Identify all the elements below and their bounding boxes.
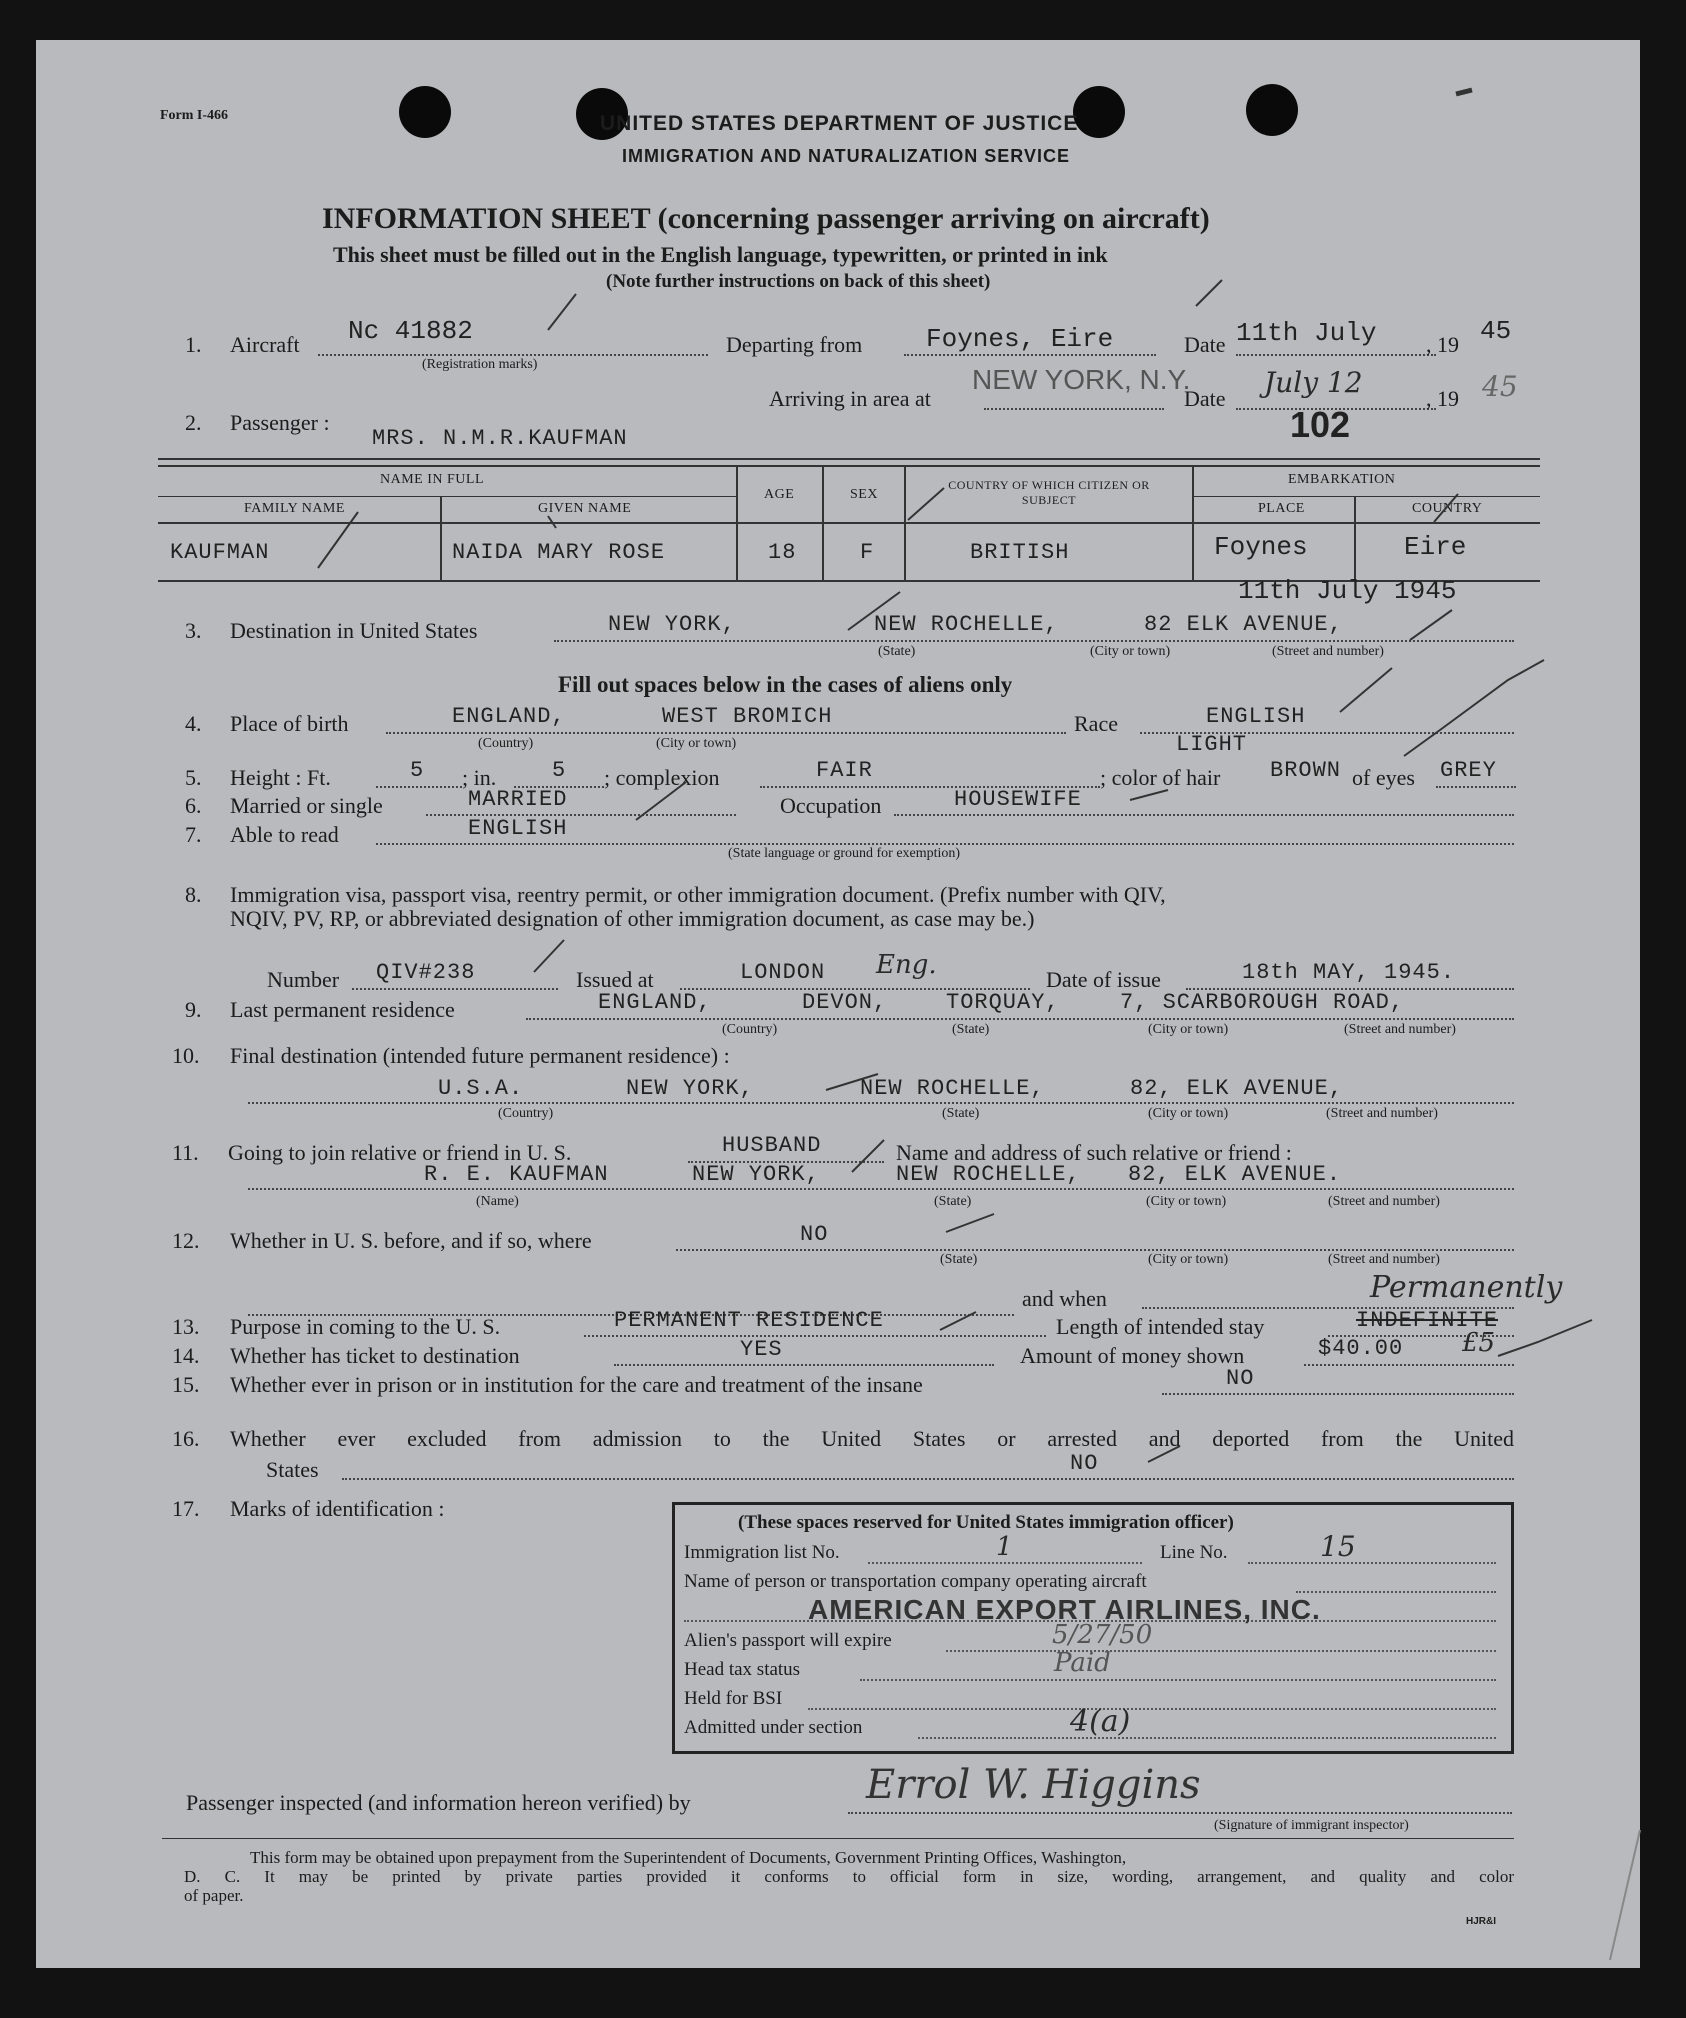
race-label: Race — [1074, 711, 1118, 736]
year2-prefix: , 19 — [1426, 386, 1459, 411]
occupation-value: HOUSEWIFE — [954, 787, 1082, 812]
hair-label: ; color of hair — [1100, 765, 1221, 790]
height-ft: 5 — [410, 758, 425, 783]
hair-value: BROWN — [1270, 758, 1342, 783]
arriving-label: Arriving in area at — [769, 386, 931, 411]
date-value: 11th July — [1236, 318, 1377, 348]
money-value: $40.00 — [1318, 1336, 1404, 1361]
dest-street: 82 ELK AVENUE, — [1144, 612, 1343, 637]
final-sub-country: (Country) — [498, 1106, 554, 1121]
punch-hole-4 — [1246, 84, 1298, 136]
form-subtitle: This sheet must be filled out in the English language, typewritten, or printed in ink — [333, 242, 1108, 267]
residence-street: 7, SCARBOROUGH ROAD, — [1120, 990, 1405, 1015]
td-embark-date: 11th July 1945 — [1238, 576, 1457, 606]
ticket-line — [614, 1364, 994, 1366]
excluded-line — [342, 1478, 1514, 1480]
join-label: Going to join relative or friend in U. S. — [228, 1140, 572, 1165]
relative-sub-street: (Street and number) — [1328, 1194, 1440, 1209]
relative-line — [248, 1188, 1514, 1190]
visa-text-2: NQIV, PV, RP, or abbreviated designation of other immigration document, as case may be.) — [230, 906, 1035, 931]
residence-label: Last permanent residence — [230, 997, 455, 1022]
ticket-label: Whether has ticket to destination — [230, 1343, 520, 1368]
q2-number: 2. — [185, 410, 202, 435]
final-country: U.S.A. — [438, 1076, 524, 1101]
eyes-value: GREY — [1440, 758, 1497, 783]
relative-city: NEW ROCHELLE, — [896, 1162, 1081, 1187]
join-relation: HUSBAND — [722, 1133, 822, 1158]
date2-value: July 12 — [1264, 366, 1363, 399]
read-value: ENGLISH — [468, 816, 568, 841]
signature-line — [848, 1812, 1512, 1814]
signature-sub: (Signature of immigrant inspector) — [1214, 1818, 1409, 1833]
relative-sub-city: (City or town) — [1146, 1194, 1227, 1209]
bsi-line — [808, 1708, 1496, 1710]
when-handwritten: Permanently — [1370, 1270, 1563, 1305]
table-top-line-1 — [158, 458, 1540, 460]
issued-handwritten: Eng. — [876, 950, 937, 980]
final-sub-city: (City or town) — [1148, 1106, 1229, 1121]
table-embark-divider — [1192, 496, 1540, 497]
married-label: Married or single — [230, 793, 383, 818]
issue-date: 18th MAY, 1945. — [1242, 960, 1456, 985]
stamp-number: 102 — [1290, 404, 1351, 445]
table-top-line-2 — [158, 465, 1540, 467]
departing-line — [904, 354, 1156, 356]
department-name: UNITED STATES DEPARTMENT OF JUSTICE — [600, 112, 1079, 135]
company-stamp: AMERICAN EXPORT AIRLINES, INC. — [808, 1594, 1321, 1625]
stay-label: Length of intended stay — [1056, 1314, 1265, 1339]
passport-line — [946, 1650, 1496, 1652]
q3-number: 3. — [185, 618, 202, 643]
footer-rule — [162, 1838, 1514, 1839]
date-line — [1236, 354, 1436, 356]
race-value: ENGLISH — [1206, 704, 1306, 729]
q13-number: 13. — [172, 1314, 200, 1339]
issue-date-label: Date of issue — [1046, 967, 1161, 992]
tax-line — [860, 1679, 1496, 1681]
dest-state: NEW YORK, — [608, 612, 736, 637]
q14-number: 14. — [172, 1343, 200, 1368]
issued-label: Issued at — [576, 967, 654, 992]
punch-hole-3 — [1073, 86, 1125, 138]
td-citizen: BRITISH — [970, 540, 1070, 565]
year2-value: 45 — [1482, 370, 1518, 403]
occupation-line — [894, 814, 1514, 816]
th-citizen: COUNTRY OF WHICH CITIZEN OR SUBJECT — [948, 478, 1150, 507]
birth-country: ENGLAND, — [452, 704, 566, 729]
section-value: 4(a) — [1070, 1704, 1131, 1739]
occupation-label: Occupation — [780, 793, 882, 818]
q10-number: 10. — [172, 1043, 200, 1068]
visa-text-1: Immigration visa, passport visa, reentry permit, or other immigration document. (Prefix number with QIV, — [230, 882, 1166, 907]
td-given: NAIDA MARY ROSE — [452, 540, 666, 565]
list-line — [868, 1562, 1142, 1564]
destination-line — [554, 640, 1514, 642]
table-col-4 — [904, 466, 906, 580]
eyes-line — [1436, 786, 1516, 788]
q7-number: 7. — [185, 822, 202, 847]
q4-number: 4. — [185, 711, 202, 736]
q9-number: 9. — [185, 997, 202, 1022]
arriving-line — [984, 408, 1164, 410]
prison-value: NO — [1226, 1366, 1255, 1391]
officer-heading: (These spaces reserved for United States immigration officer) — [738, 1512, 1234, 1533]
form-title: INFORMATION SHEET (concerning passenger arriving on aircraft) — [322, 202, 1210, 235]
list-value: 1 — [996, 1532, 1013, 1562]
th-given-name: GIVEN NAME — [538, 501, 632, 516]
q16-number: 16. — [172, 1426, 200, 1451]
td-sex: F — [860, 540, 875, 565]
footer-code: HJR&I — [1466, 1916, 1497, 1927]
form-number: Form I-466 — [160, 108, 229, 123]
height-label: Height : Ft. — [230, 765, 331, 790]
footer-line-2: D. C. It may be printed by private parties provided it conforms to official form in size, wording, arrangement, and quality and color — [184, 1867, 1514, 1886]
q1-number: 1. — [185, 332, 202, 357]
visa-number: QIV#238 — [376, 960, 476, 985]
tax-label: Head tax status — [684, 1659, 801, 1680]
company-line-1 — [1296, 1591, 1496, 1593]
dest-city: NEW ROCHELLE, — [874, 612, 1059, 637]
excluded-value: NO — [1070, 1451, 1099, 1476]
company-label: Name of person or transportation company operating aircraft — [684, 1571, 1147, 1592]
q15-number: 15. — [172, 1372, 200, 1397]
departing-label: Departing from — [726, 332, 863, 357]
residence-sub-country: (Country) — [722, 1022, 778, 1037]
married-value: MARRIED — [468, 787, 568, 812]
aircraft-label: Aircraft — [230, 332, 300, 357]
visa-number-label: Number — [267, 967, 340, 992]
eyes-label: of eyes — [1352, 765, 1415, 790]
dest-sub-city: (City or town) — [1090, 644, 1171, 659]
relative-sub-state: (State) — [934, 1194, 972, 1209]
purpose-value: PERMANENT RESIDENCE — [614, 1308, 884, 1333]
punch-hole-1 — [399, 86, 451, 138]
table-col-5 — [1192, 466, 1194, 580]
aircraft-sub: (Registration marks) — [422, 357, 538, 372]
residence-city: TORQUAY, — [946, 990, 1060, 1015]
td-place: Foynes — [1214, 532, 1308, 562]
marks-label: Marks of identification : — [230, 1496, 445, 1521]
relative-state: NEW YORK, — [692, 1162, 820, 1187]
q8-number: 8. — [185, 882, 202, 907]
table-col-1 — [440, 496, 442, 580]
th-country: COUNTRY — [1412, 501, 1483, 516]
inspected-label: Passenger inspected (and information hereon verified) by — [186, 1790, 691, 1815]
td-age: 18 — [768, 540, 797, 565]
final-sub-state: (State) — [942, 1106, 980, 1121]
residence-country: ENGLAND, — [598, 990, 712, 1015]
prison-label: Whether ever in prison or in institution for the care and treatment of the insane — [230, 1372, 923, 1397]
relative-sub-name: (Name) — [476, 1194, 519, 1209]
q11-number: 11. — [172, 1140, 199, 1165]
issued-value: LONDON — [740, 960, 826, 985]
final-dest-line — [248, 1102, 1514, 1104]
complexion-value: FAIR — [816, 758, 873, 783]
q17-number: 17. — [172, 1496, 200, 1521]
final-city: NEW ROCHELLE, — [860, 1076, 1045, 1101]
money-handwritten: £5 — [1462, 1328, 1496, 1358]
before-value: NO — [800, 1222, 829, 1247]
date2-label: Date — [1184, 386, 1226, 411]
residence-sub-state: (State) — [952, 1022, 990, 1037]
service-name: IMMIGRATION AND NATURALIZATION SERVICE — [622, 146, 1070, 166]
relative-name-label: Name and address of such relative or friend : — [896, 1140, 1292, 1165]
passenger-label: Passenger : — [230, 410, 330, 435]
relative-name: R. E. KAUFMAN — [424, 1162, 609, 1187]
before-sub-city: (City or town) — [1148, 1252, 1229, 1267]
when-label: and when — [1022, 1286, 1107, 1311]
dest-sub-state: (State) — [878, 644, 916, 659]
aircraft-line — [318, 354, 708, 356]
hair-light: LIGHT — [1176, 732, 1248, 757]
line-no-line — [1248, 1562, 1496, 1564]
residence-sub-street: (Street and number) — [1344, 1022, 1456, 1037]
q5-number: 5. — [185, 765, 202, 790]
table-col-6 — [1354, 496, 1356, 580]
table-col-3 — [822, 466, 824, 580]
excluded-text-2: States — [266, 1457, 319, 1482]
prison-line — [1162, 1393, 1514, 1395]
visa-number-line — [352, 988, 558, 990]
read-label: Able to read — [230, 822, 339, 847]
ticket-value: YES — [740, 1337, 783, 1362]
passport-value: 5/27/50 — [1052, 1620, 1153, 1650]
th-place: PLACE — [1258, 501, 1305, 516]
before-sub-state: (State) — [940, 1252, 978, 1267]
footer-line-3: of paper. — [184, 1886, 244, 1905]
tax-value: Paid — [1054, 1648, 1111, 1678]
bsi-label: Held for BSI — [684, 1688, 783, 1709]
final-state: NEW YORK, — [626, 1076, 754, 1101]
line-no-value: 15 — [1320, 1530, 1356, 1563]
th-embarkation: EMBARKATION — [1288, 472, 1396, 487]
departing-value: Foynes, Eire — [926, 324, 1114, 354]
dest-sub-street: (Street and number) — [1272, 644, 1384, 659]
relative-street: 82, ELK AVENUE. — [1128, 1162, 1342, 1187]
read-line — [376, 843, 1514, 845]
q12-number: 12. — [172, 1228, 200, 1253]
footer-line-1: This form may be obtained upon prepayment from the Superintendent of Documents, Government Printing Offices, Washington, — [250, 1848, 1127, 1867]
q6-number: 6. — [185, 793, 202, 818]
td-family: KAUFMAN — [170, 540, 270, 565]
purpose-line — [584, 1335, 1046, 1337]
before-line — [676, 1249, 1514, 1251]
height-in: 5 — [552, 758, 567, 783]
birth-sub-country: (Country) — [478, 736, 534, 751]
year-prefix: , 19 — [1426, 332, 1459, 357]
th-name-in-full: NAME IN FULL — [380, 472, 484, 487]
birth-city: WEST BROMICH — [662, 704, 833, 729]
th-sex: SEX — [850, 487, 878, 502]
list-label: Immigration list No. — [684, 1542, 840, 1563]
td-country: Eire — [1404, 532, 1467, 562]
before-label: Whether in U. S. before, and if so, where — [230, 1228, 592, 1253]
table-header-bottom — [158, 522, 1540, 524]
residence-line — [526, 1018, 1514, 1020]
birth-label: Place of birth — [230, 711, 349, 736]
inspector-signature: Errol W. Higgins — [866, 1762, 1201, 1808]
aircraft-value: Nc 41882 — [348, 316, 473, 346]
money-label: Amount of money shown — [1020, 1343, 1245, 1368]
final-sub-street: (Street and number) — [1326, 1106, 1438, 1121]
table-name-divider — [158, 496, 736, 497]
aliens-heading: Fill out spaces below in the cases of aliens only — [558, 672, 1013, 697]
line-no-label: Line No. — [1160, 1542, 1228, 1563]
arriving-stamp: NEW YORK, N.Y. — [972, 364, 1191, 395]
stay-value: INDEFINITE — [1356, 1308, 1499, 1333]
residence-sub-city: (City or town) — [1148, 1022, 1229, 1037]
complexion-label: ; complexion — [604, 765, 720, 790]
passenger-value: MRS. N.M.R.KAUFMAN — [372, 426, 628, 451]
destination-label: Destination in United States — [230, 618, 478, 643]
purpose-label: Purpose in coming to the U. S. — [230, 1314, 501, 1339]
height-ft-line — [376, 786, 462, 788]
table-col-2 — [736, 466, 738, 580]
date-label: Date — [1184, 332, 1226, 357]
birth-sub-city: (City or town) — [656, 736, 737, 751]
th-age: AGE — [764, 487, 795, 502]
section-label: Admitted under section — [684, 1717, 863, 1738]
final-dest-label: Final destination (intended future permanent residence) : — [230, 1043, 730, 1068]
residence-state: DEVON, — [802, 990, 888, 1015]
year-value: 45 — [1480, 316, 1512, 346]
money-line — [1304, 1364, 1514, 1366]
th-family-name: FAMILY NAME — [244, 501, 345, 516]
final-street: 82, ELK AVENUE, — [1130, 1076, 1344, 1101]
section-line — [918, 1737, 1496, 1739]
form-note: (Note further instructions on back of this sheet) — [606, 271, 991, 292]
passport-label: Alien's passport will expire — [684, 1630, 892, 1651]
excluded-text-1: Whether ever excluded from admission to the United States or arrested and deported from the United — [230, 1426, 1514, 1451]
before-sub-street: (Street and number) — [1328, 1252, 1440, 1267]
read-sub: (State language or ground for exemption) — [728, 846, 961, 861]
height-in-label: ; in. — [462, 765, 497, 790]
birth-line — [386, 732, 1066, 734]
